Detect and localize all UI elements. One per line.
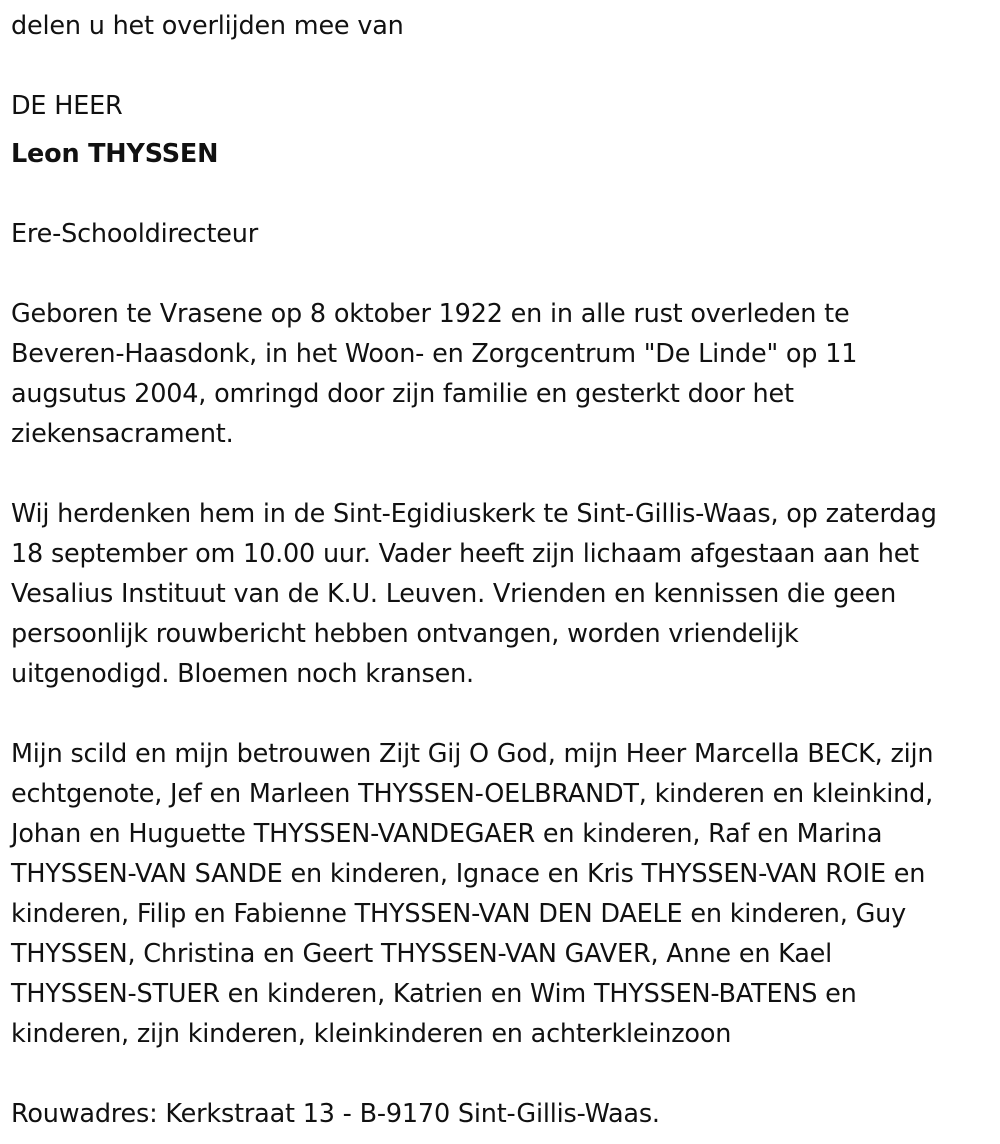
service-line: Wij herdenken hem in de Sint-Egidiuskerk te Sint-Gillis-Waas, op zaterdag	[11, 499, 937, 529]
birth-line: ziekensacrament.	[11, 419, 234, 449]
mourning-address: Rouwadres: Kerkstraat 13 - B-9170 Sint-Gillis-Waas.	[11, 1099, 660, 1129]
family-line: Mijn scild en mijn betrouwen Zijt Gij O God, mijn Heer Marcella BECK, zijn	[11, 739, 934, 769]
family-line: Johan en Huguette THYSSEN-VANDEGAER en kinderen, Raf en Marina	[11, 819, 883, 849]
birth-paragraph	[11, 294, 857, 454]
family-line: kinderen, zijn kinderen, kleinkinderen en achterkleinzoon	[11, 1019, 732, 1049]
service-line: persoonlijk rouwbericht hebben ontvangen, worden vriendelijk	[11, 619, 799, 649]
family-paragraph	[11, 734, 933, 1054]
birth-line: Geboren te Vrasene op 8 oktober 1922 en in alle rust overleden te	[11, 299, 850, 329]
family-line: THYSSEN-VAN SANDE en kinderen, Ignace en Kris THYSSEN-VAN ROIE en	[11, 859, 926, 889]
family-line: THYSSEN, Christina en Geert THYSSEN-VAN GAVER, Anne en Kael	[11, 939, 833, 969]
intro-text: delen u het overlijden mee van	[11, 11, 404, 41]
family-line: echtgenote, Jef en Marleen THYSSEN-OELBRANDT, kinderen en kleinkind,	[11, 779, 934, 809]
honorific-title: DE HEER	[11, 91, 123, 121]
family-line: THYSSEN-STUER en kinderen, Katrien en Wim THYSSEN-BATENS en	[11, 979, 857, 1009]
family-line: kinderen, Filip en Fabienne THYSSEN-VAN DEN DAELE en kinderen, Guy	[11, 899, 906, 929]
service-line: uitgenodigd. Bloemen noch kransen.	[11, 659, 474, 689]
birth-line: augsutus 2004, omringd door zijn familie en gesterkt door het	[11, 379, 794, 409]
service-line: 18 september om 10.00 uur. Vader heeft zijn lichaam afgestaan aan het	[11, 539, 919, 569]
deceased-role: Ere-Schooldirecteur	[11, 219, 259, 249]
service-line: Vesalius Instituut van de K.U. Leuven. Vrienden en kennissen die geen	[11, 579, 897, 609]
birth-line: Beveren-Haasdonk, in het Woon- en Zorgcentrum "De Linde" op 11	[11, 339, 858, 369]
deceased-name: Leon THYSSEN	[11, 139, 219, 169]
service-paragraph	[11, 494, 937, 694]
